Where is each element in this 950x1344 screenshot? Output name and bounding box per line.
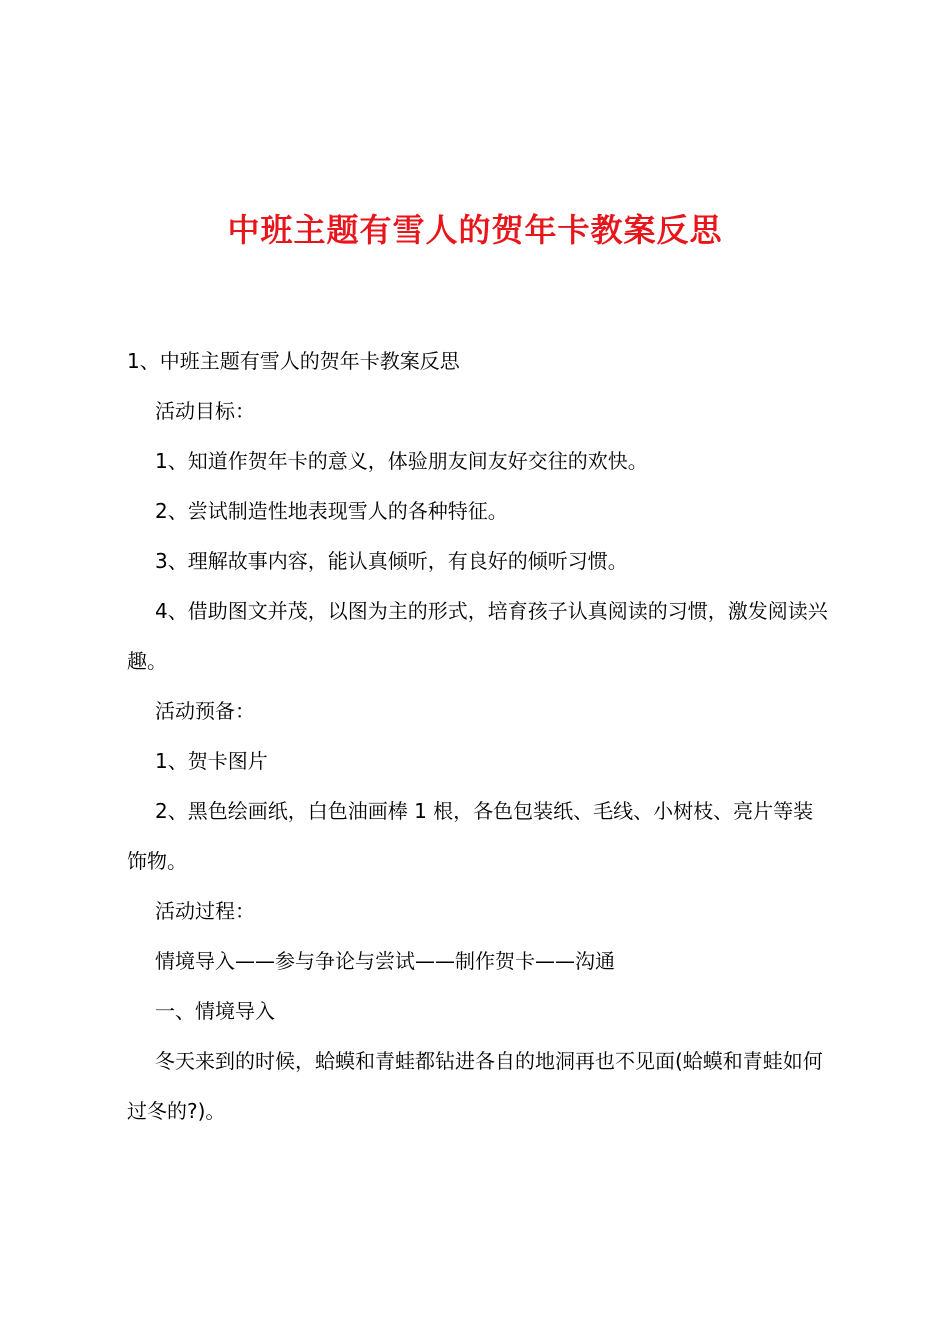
paragraph-objective-1: 1、知道作贺年卡的意义，体验朋友间友好交往的欢快。 — [155, 449, 648, 473]
section-heading: 1、中班主题有雪人的贺年卡教案反思 — [127, 349, 460, 373]
paragraph-preparation-label: 活动预备： — [155, 699, 255, 723]
paragraph-process-flow: 情境导入——参与争论与尝试——制作贺卡——沟通 — [155, 949, 615, 973]
paragraph-objective-4: 4、借助图文并茂，以图为主的形式，培育孩子认真阅读的习惯，激发阅读兴趣。 — [127, 599, 828, 673]
document-body — [127, 336, 833, 1136]
paragraph-objective-2: 2、尝试制造性地表现雪人的各种特征。 — [155, 499, 508, 523]
paragraph-objective-3: 3、理解故事内容，能认真倾听，有良好的倾听习惯。 — [155, 549, 628, 573]
document-title: 中班主题有雪人的贺年卡教案反思 — [227, 211, 723, 249]
paragraph-preparation-1: 1、贺卡图片 — [155, 749, 268, 773]
paragraph-step-1-heading: 一、情境导入 — [155, 999, 275, 1023]
paragraph-process-label: 活动过程： — [155, 899, 255, 923]
paragraph-preparation-2: 2、黑色绘画纸，白色油画棒 1 根，各色包装纸、毛线、小树枝、亮片等装饰物。 — [127, 799, 814, 873]
paragraph-story-intro: 冬天来到的时候，蛤蟆和青蛙都钻进各自的地洞再也不见面(蛤蟆和青蛙如何过冬的?)。 — [127, 1049, 823, 1123]
paragraph-objectives-label: 活动目标： — [155, 399, 255, 423]
